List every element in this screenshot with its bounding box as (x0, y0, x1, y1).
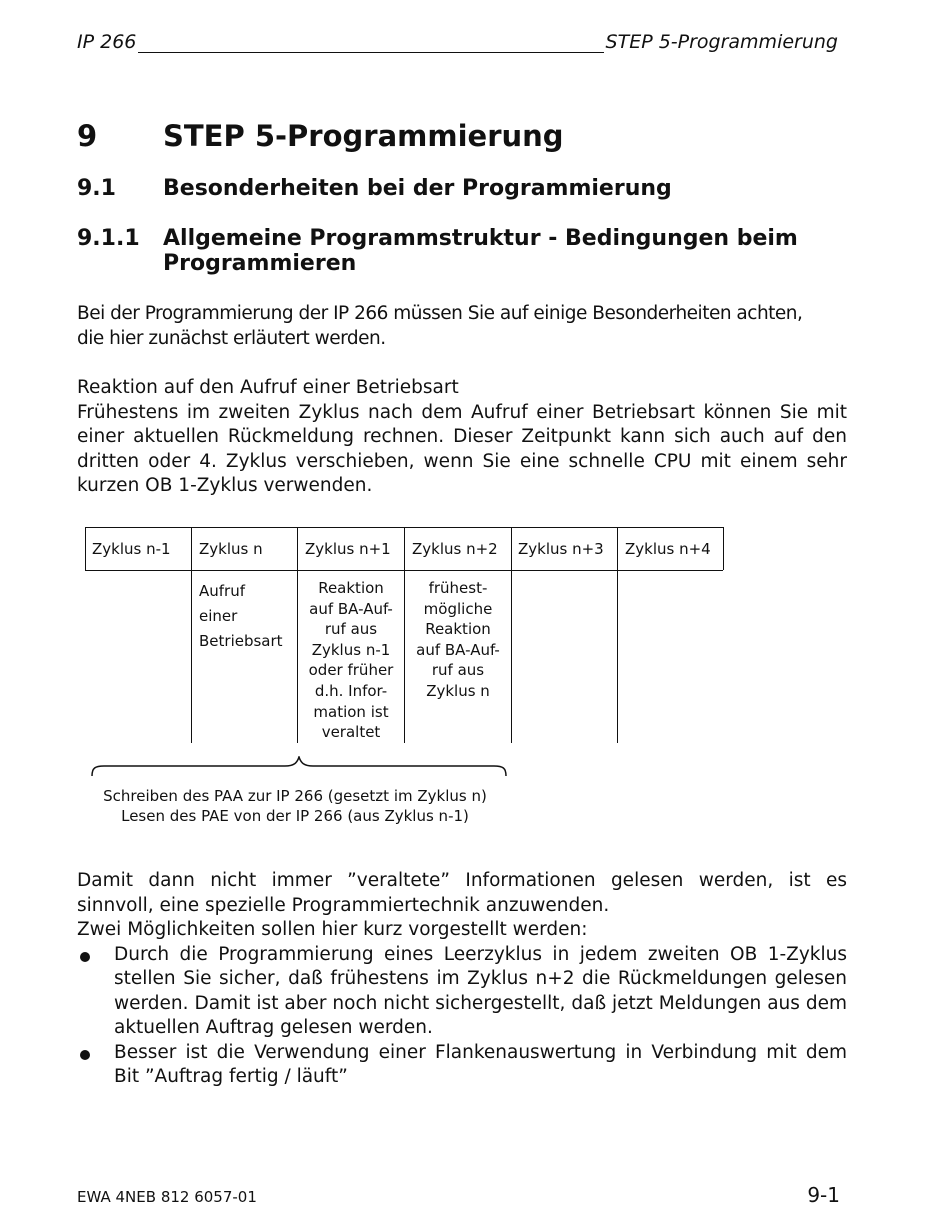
after-line3: Zwei Möglichkeiten sollen hier kurz vorgestellt werden: (77, 919, 588, 940)
cycle-divider (511, 527, 512, 743)
cycle-divider (191, 527, 192, 743)
intro-paragraph (77, 302, 847, 351)
cell-cycle-n1 (299, 578, 403, 743)
cycle-label: Zyklus n (199, 540, 263, 558)
cycle-label: Zyklus n+2 (412, 540, 498, 558)
reaction-text: Frühestens im zweiten Zyklus nach dem Aufruf einer Betriebsart können Sie mit einer aktuellen Rückmeldung rechnen. Dieser Zeitpunkt kann sich auch auf den dritten oder 4. Zyklus verschieben, wenn Sie eine schnelle CPU mit einem sehr kurzen OB 1-Zyklus verwenden. (77, 401, 847, 496)
cell-text: frühest- (428, 579, 488, 597)
subsection-title (163, 226, 798, 276)
cell-text: oder früher (308, 661, 394, 680)
header-rule (138, 52, 604, 53)
cell-text: Zyklus n-1 (311, 640, 391, 659)
curly-brace-icon (90, 756, 510, 780)
diagram-caption-line1: Schreiben des PAA zur IP 266 (gesetzt im Zyklus n) (103, 787, 487, 805)
cell-text: Reaktion (425, 620, 491, 639)
page-number: 9-1 (807, 1183, 840, 1207)
chapter-title: STEP 5-Programmierung (163, 119, 564, 153)
cycle-divider (297, 527, 298, 743)
cell-text: mögliche (423, 599, 493, 618)
cell-text: ruf aus (324, 620, 378, 639)
cycle-divider (617, 527, 618, 743)
diagram-caption-line2: Lesen des PAE von der IP 266 (aus Zyklus n-1) (121, 807, 469, 825)
footer-document-id: EWA 4NEB 812 6057-01 (77, 1188, 257, 1206)
cell-text: Zyklus n (426, 681, 490, 700)
intro-line2: die hier zunächst erläutert werden. (77, 327, 386, 349)
subsection-number: 9.1.1 (77, 226, 140, 251)
reaction-paragraph (77, 376, 847, 499)
cell-cycle-n (199, 579, 283, 654)
bullet-item: Durch die Programmierung eines Leerzyklus in jedem zweiten OB 1-Zyklus stellen Sie sicher, daß frühestens im Zyklus n+2 die Rückmeldungen gelesen werden. Damit ist aber noch nicht sichergestellt, daß jetzt Meldungen aus dem aktuellen Auftrag gelesen werden. (77, 943, 847, 1041)
intro-line1: Bei der Programmierung der IP 266 müssen Sie auf einige Besonderheiten achten, (77, 303, 803, 324)
cycle-divider (404, 527, 405, 743)
cell-text: einer (199, 607, 238, 625)
cell-text: auf BA-Auf- (416, 640, 500, 659)
section-title: Besonderheiten bei der Programmierung (163, 176, 672, 201)
header-left: IP 266 (77, 31, 137, 53)
cell-text: Aufruf (199, 582, 246, 600)
cell-text: mation ist (313, 702, 389, 721)
after-paragraph (77, 869, 847, 1090)
cell-text: d.h. Infor- (314, 681, 388, 700)
cycle-label: Zyklus n+4 (625, 540, 711, 558)
cell-text: veraltet (321, 723, 381, 742)
cycle-label: Zyklus n+3 (518, 540, 604, 558)
cycle-diagram (85, 527, 725, 827)
header-right: STEP 5-Programmierung (605, 31, 838, 53)
after-line1: Damit dann nicht immer ”veraltete” Informationen gelesen werden, ist es (77, 870, 847, 891)
after-line2: sinnvoll, eine spezielle Programmiertechnik anzuwenden. (77, 894, 610, 916)
subsection-title-line2: Programmieren (163, 251, 357, 276)
section-number: 9.1 (77, 176, 116, 201)
reaction-title: Reaktion auf den Aufruf einer Betriebsart (77, 377, 459, 398)
cell-text: Reaktion (318, 579, 384, 597)
cycle-divider (723, 527, 724, 570)
subsection-title-line1: Allgemeine Programmstruktur - Bedingungen beim (163, 226, 798, 251)
bullet-item: Besser ist die Verwendung einer Flankenauswertung in Verbindung mit dem Bit ”Auftrag fertig / läuft” (77, 1041, 847, 1090)
cell-text: auf BA-Auf- (309, 599, 393, 618)
chapter-number: 9 (77, 119, 98, 153)
cell-text: ruf aus (431, 661, 485, 680)
cycle-label: Zyklus n-1 (92, 540, 171, 558)
cycle-label: Zyklus n+1 (305, 540, 391, 558)
cell-cycle-n2 (406, 578, 510, 702)
cycle-divider (85, 527, 86, 570)
cell-text: Betriebsart (199, 632, 283, 650)
